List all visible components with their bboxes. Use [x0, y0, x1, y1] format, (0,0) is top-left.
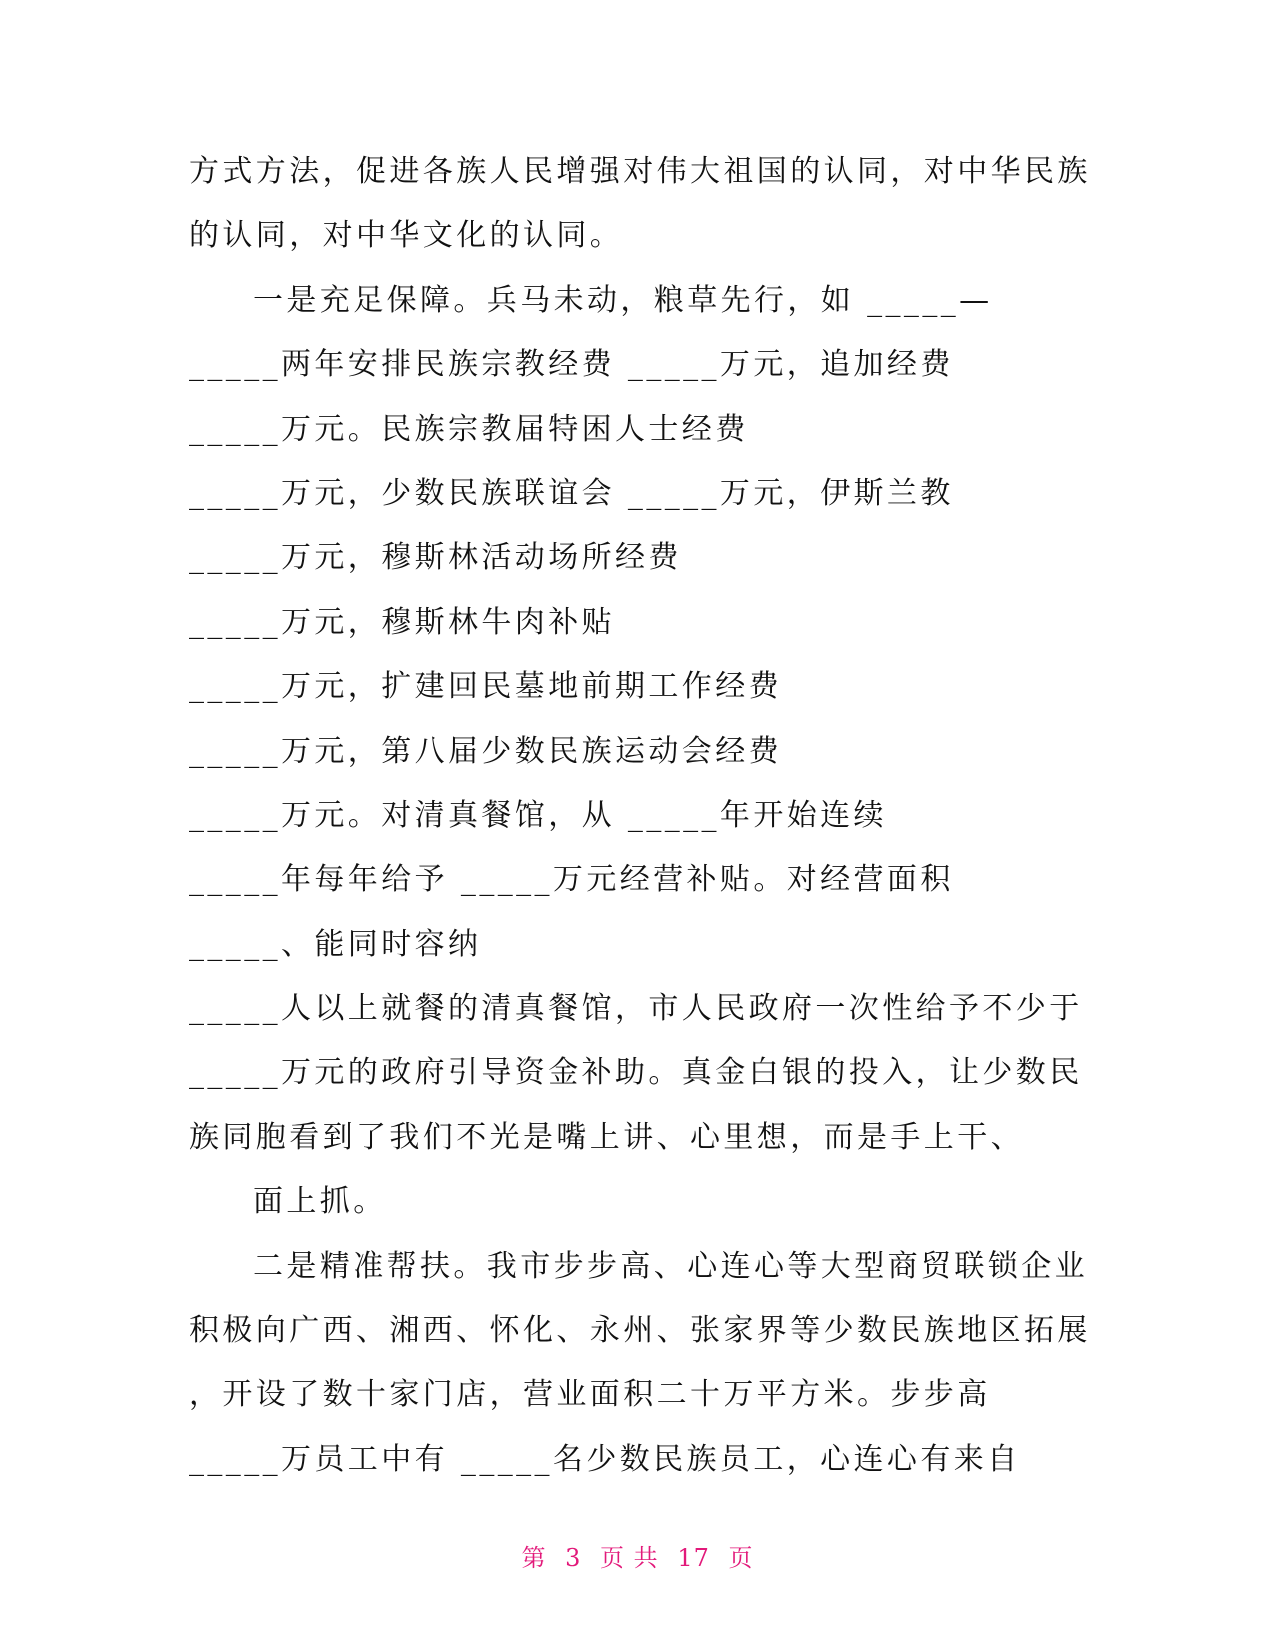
text-line: ，开设了数十家门店，营业面积二十万平方米。步步高 [189, 1377, 991, 1413]
footer-total-pages: 17 [677, 1544, 710, 1572]
text-line: _____万员工中有 _____名少数民族员工，心连心有来自 [189, 1441, 1021, 1477]
text-line: 族同胞看到了我们不光是嘴上讲、心里想，而是手上干、 [189, 1119, 1024, 1155]
text-line: _____两年安排民族宗教经费 _____万元，追加经费 [189, 347, 954, 383]
text-line: _____年每年给予 _____万元经营补贴。对经营面积 [189, 862, 954, 898]
text-line: _____万元，穆斯林活动场所经费 [189, 540, 682, 576]
footer-prefix: 第 [521, 1544, 547, 1572]
text-line: _____万元。民族宗教届特困人士经费 [189, 411, 749, 447]
page-footer [0, 1538, 1275, 1573]
text-line: _____万元的政府引导资金补助。真金白银的投入，让少数民 [189, 1055, 1083, 1091]
text-line: _____万元，扩建回民墓地前期工作经费 [189, 669, 782, 705]
footer-current-page: 3 [565, 1544, 582, 1572]
text-line: 一是充足保障。兵马未动，粮草先行，如 _____— [253, 282, 993, 318]
footer-middle: 页 共 [600, 1544, 659, 1572]
text-line: _____万元，少数民族联谊会 _____万元，伊斯兰教 [189, 475, 954, 511]
text-line: 二是精准帮扶。我市步步高、心连心等大型商贸联锁企业 [253, 1248, 1088, 1284]
text-line: 积极向广西、湘西、怀化、永州、张家界等少数民族地区拓展 [189, 1313, 1091, 1349]
text-line: _____人以上就餐的清真餐馆，市人民政府一次性给予不少于 [189, 991, 1083, 1027]
text-line: 的认同，对中华文化的认同。 [189, 218, 624, 254]
text-line: _____万元，穆斯林牛肉补贴 [189, 604, 615, 640]
footer-suffix: 页 [728, 1544, 754, 1572]
text-line: 面上抓。 [253, 1184, 387, 1220]
text-line: 方式方法，促进各族人民增强对伟大祖国的认同，对中华民族 [189, 154, 1091, 189]
document-body [189, 140, 1089, 1492]
text-line: _____万元，第八届少数民族运动会经费 [189, 733, 782, 769]
text-line: _____万元。对清真餐馆，从 _____年开始连续 [189, 797, 887, 833]
text-line: _____、能同时容纳 [189, 926, 482, 962]
